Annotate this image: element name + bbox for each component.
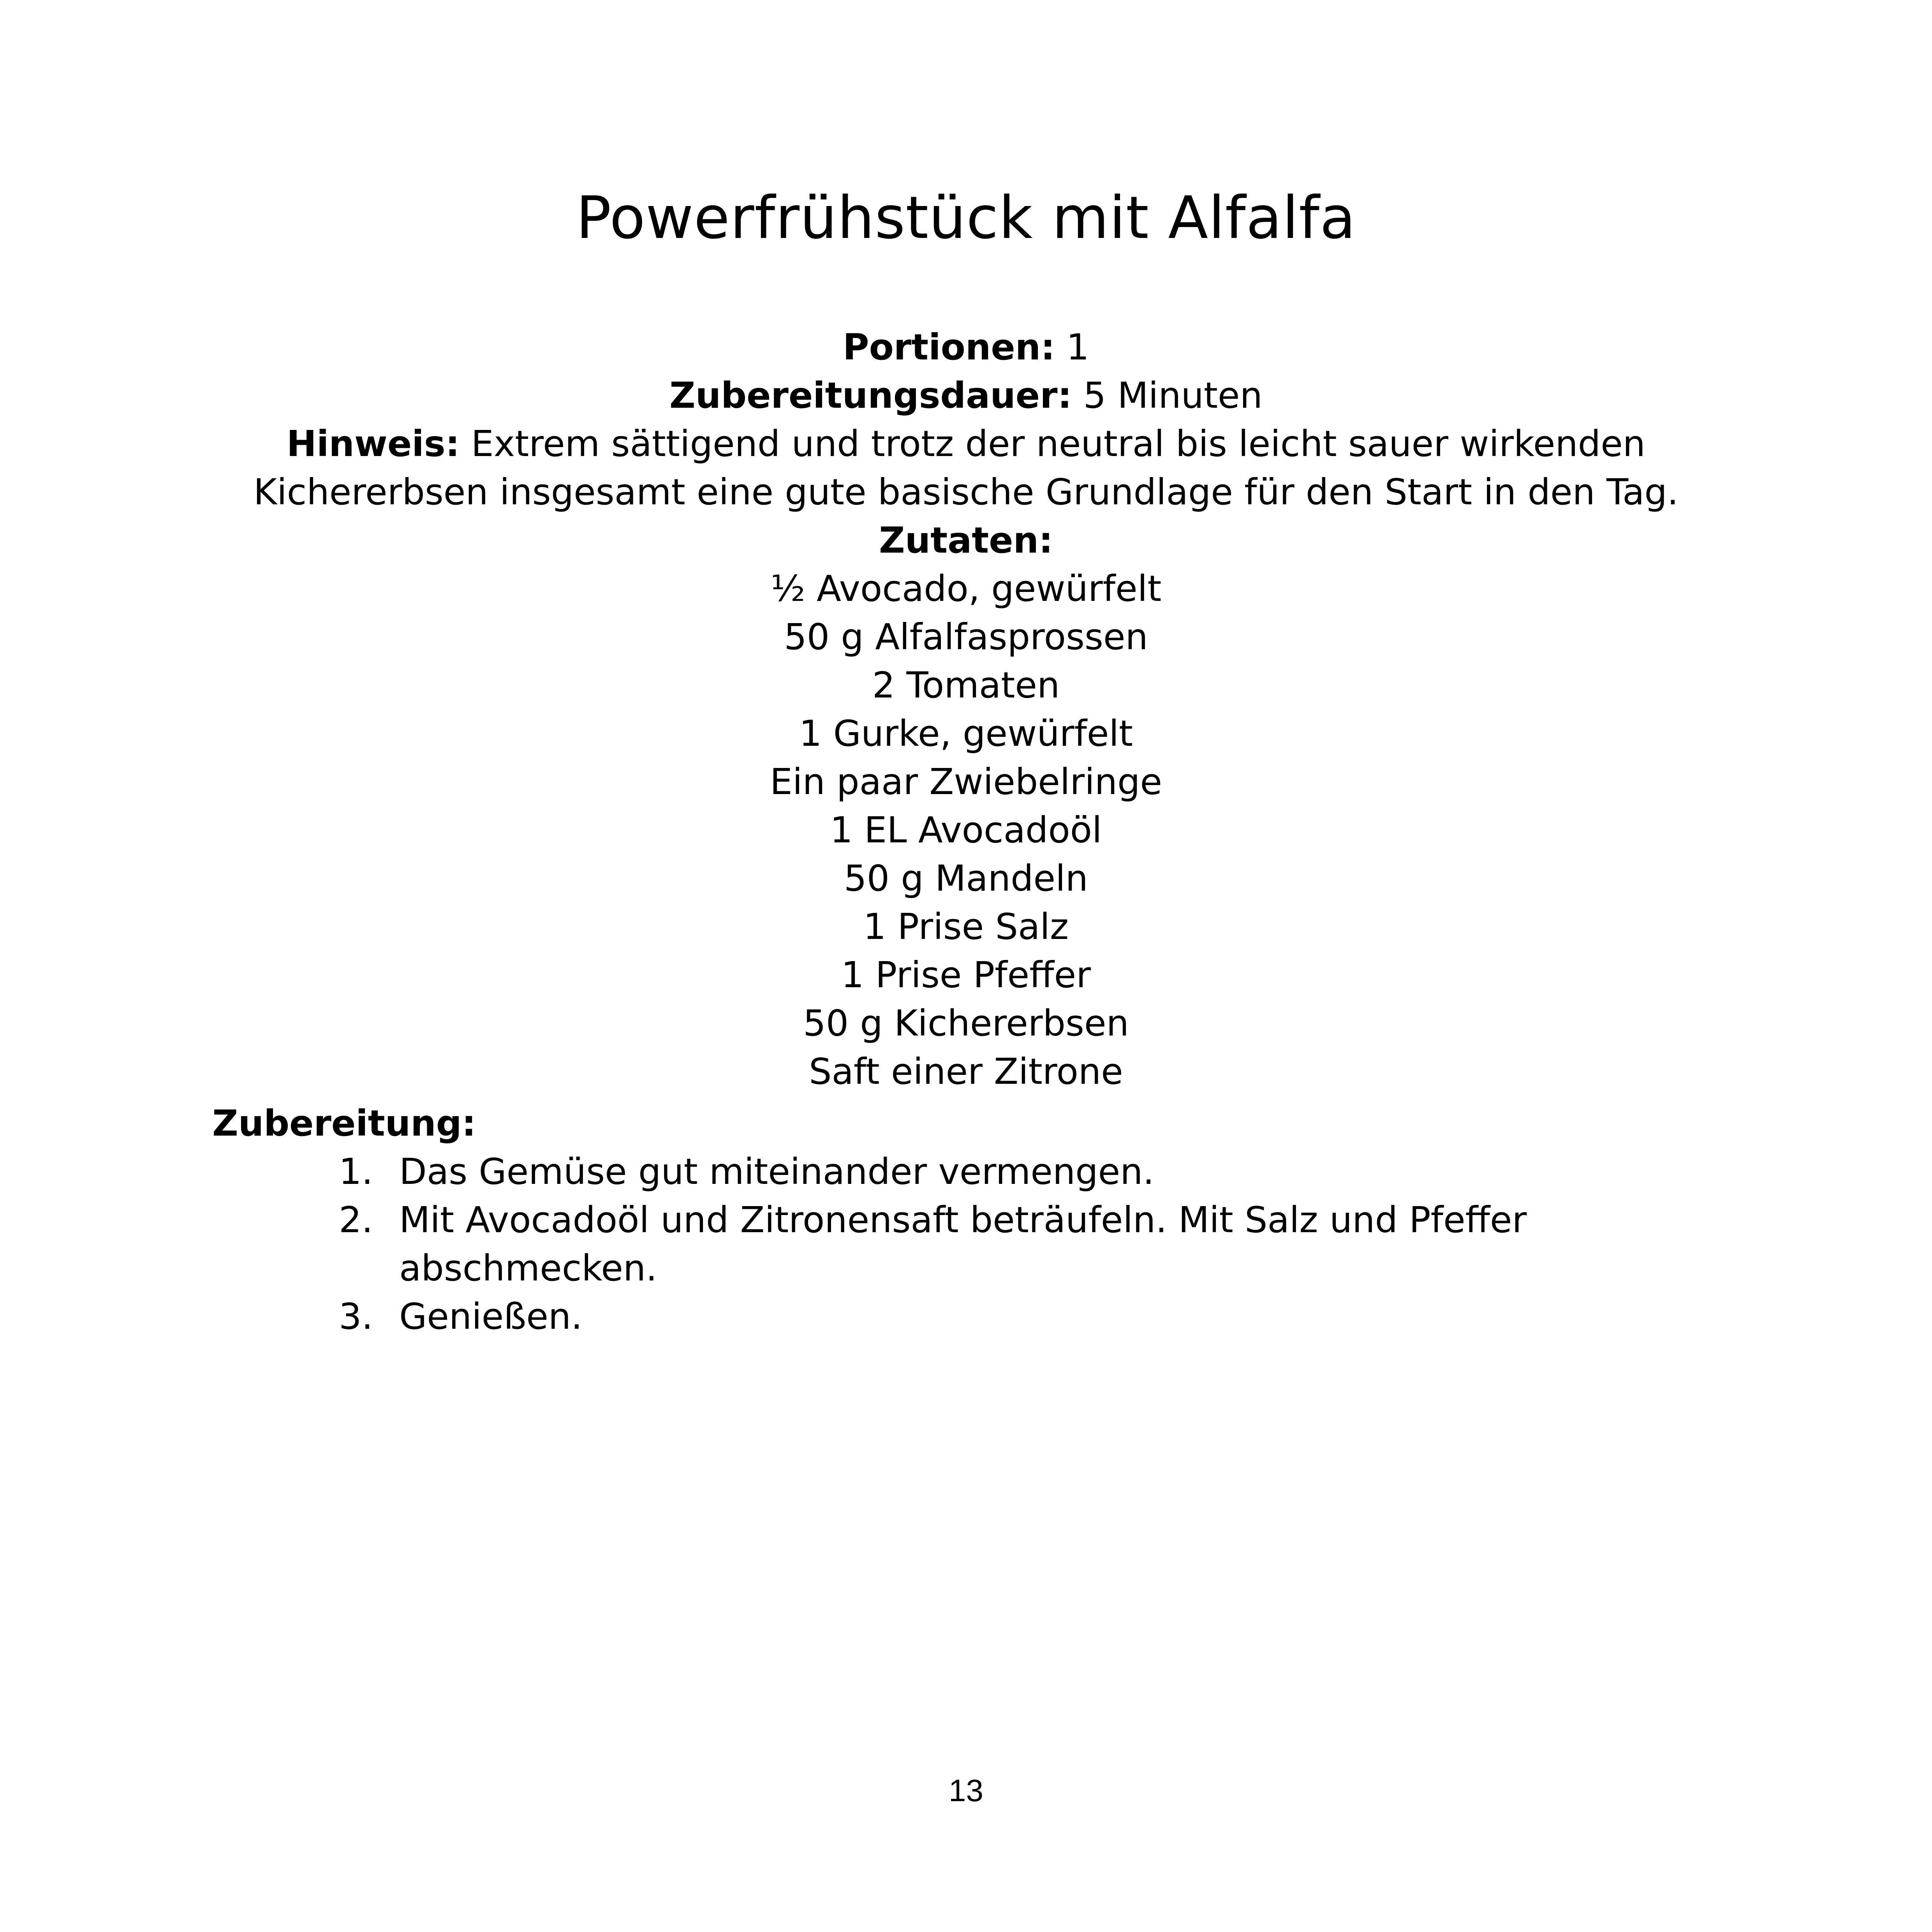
portions-line — [0, 323, 1932, 372]
ingredient-item: 1 Prise Pfeffer — [841, 954, 1091, 996]
ingredient-item: 2 Tomaten — [872, 664, 1060, 706]
step-item — [0, 1196, 1932, 1293]
preparation-steps — [0, 1148, 1932, 1341]
ingredient-item: 50 g Mandeln — [844, 858, 1088, 899]
ingredient-item: 50 g Kichererbsen — [803, 1002, 1129, 1044]
ingredient-item: 1 Gurke, gewürfelt — [799, 713, 1133, 754]
recipe-details — [0, 323, 1932, 1096]
step-item — [0, 1293, 1932, 1341]
recipe-title: Powerfrühstück mit Alfalfa — [576, 184, 1356, 252]
note-text-line-1: Extrem sättigend und trotz der neutral bis leicht sauer wirkenden — [471, 423, 1646, 465]
page-number: 13 — [949, 1773, 983, 1808]
duration-line — [0, 372, 1932, 420]
ingredients-list — [0, 565, 1932, 1096]
ingredient-item: 1 EL Avocadoöl — [830, 809, 1102, 851]
ingredient-item: Ein paar Zwiebelringe — [770, 761, 1162, 803]
ingredient-item: ½ Avocado, gewürfelt — [770, 568, 1162, 609]
step-text: Das Gemüse gut miteinander vermengen. — [399, 1151, 1154, 1192]
step-number: 2. — [339, 1199, 373, 1241]
ingredient-item: 50 g Alfalfasprossen — [784, 616, 1148, 658]
duration-value: 5 Minuten — [1083, 375, 1263, 416]
step-number: 1. — [339, 1151, 373, 1192]
step-item — [0, 1148, 1932, 1196]
ingredient-item: 1 Prise Salz — [863, 906, 1069, 948]
step-text: Genießen. — [399, 1296, 583, 1337]
step-text-continuation: abschmecken. — [399, 1247, 657, 1289]
step-number: 3. — [339, 1296, 373, 1337]
note-text-line-2: Kichererbsen insgesamt eine gute basische Grundlage für den Start in den Tag. — [253, 471, 1679, 513]
duration-label: Zubereitungsdauer: — [669, 375, 1072, 416]
preparation-heading: Zubereitung: — [212, 1102, 476, 1144]
portions-value: 1 — [1066, 326, 1089, 368]
note-label: Hinweis: — [286, 423, 460, 465]
note-line-1 — [0, 420, 1932, 468]
ingredient-item: Saft einer Zitrone — [809, 1051, 1123, 1092]
portions-label: Portionen: — [843, 326, 1055, 368]
ingredients-heading: Zutaten: — [879, 520, 1053, 561]
step-text: Mit Avocadoöl und Zitronensaft beträufeln. Mit Salz und Pfeffer — [399, 1199, 1527, 1241]
